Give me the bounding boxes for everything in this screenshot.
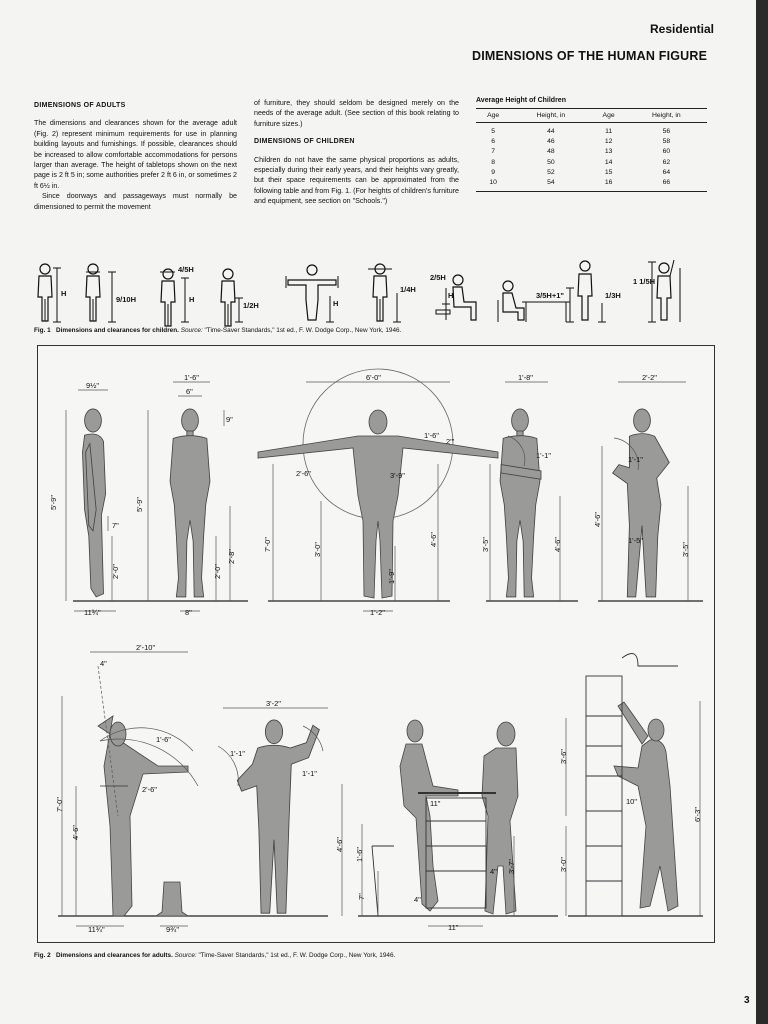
dim-label: 11" <box>430 799 441 808</box>
dim-label: 1'-9" <box>387 569 396 584</box>
height-table <box>476 108 707 192</box>
dim-label: 2'-2" <box>642 373 657 382</box>
adult-dimensions-drawing <box>38 346 714 942</box>
table-header: Height, in <box>510 109 591 123</box>
table-cell: 16 <box>591 178 625 192</box>
section-label: Residential <box>650 22 715 36</box>
fig1-caption-source: "Time-Saver Standards," 1st ed., F. W. Dodge Corp., New York, 1946. <box>204 327 402 334</box>
table-header: Height, in <box>626 109 707 123</box>
dim-label: 9" <box>226 415 233 424</box>
table-cell: 52 <box>547 168 555 176</box>
furniture-paragraph: of furniture, they should seldom be designed merely on the needs of the average adult. (See section of this book relating to furniture sizes.) <box>254 99 459 128</box>
fig1-label: H <box>448 291 454 300</box>
table-cell: 14 <box>604 158 613 166</box>
dim-label: 4'-6" <box>553 537 562 552</box>
fig2-caption-label: Fig. 2 <box>34 952 51 959</box>
fig1-caption-source-label: Source: <box>180 327 203 334</box>
fig2-caption-source-label: Source: <box>174 952 197 959</box>
table-cell: 54 <box>510 178 591 192</box>
fig1-label: H <box>189 295 195 304</box>
dim-label: 2'-6" <box>142 785 157 794</box>
child-arm-raised-icon <box>648 260 680 322</box>
table-cell: 8 <box>491 158 495 166</box>
table-cell: 64 <box>662 168 671 176</box>
adult-arms-outstretched <box>258 369 498 598</box>
table-cell: 48 <box>547 148 555 156</box>
table-row <box>476 123 707 138</box>
table-header: Age <box>591 109 625 123</box>
fig1-label: 1 1/5H <box>633 277 656 286</box>
dim-label: 4" <box>414 895 421 904</box>
dim-label: 6" <box>186 387 193 396</box>
children-figure-strip <box>30 258 720 328</box>
child-figure-icon <box>373 264 387 321</box>
child-figure-icon <box>86 264 100 321</box>
fig2-caption-source: "Time-Saver Standards," 1st ed., F. W. Dodge Corp., New York, 1946. <box>198 952 396 959</box>
dim-label: 3'-9" <box>390 471 405 480</box>
dim-label: 4'-6" <box>335 837 344 852</box>
dim-label: 7" <box>112 521 119 530</box>
dim-label: 1'-6" <box>355 847 364 862</box>
dim-label: 5'-9" <box>49 495 58 510</box>
page-number: 3 <box>744 995 750 1006</box>
fig1-label: 2/5H <box>430 273 446 282</box>
adult-hand-on-head <box>237 720 319 913</box>
fig1-label: 3/5H+1" <box>536 291 564 300</box>
dim-label: 4'-6" <box>593 512 602 527</box>
table-row <box>476 168 707 178</box>
dim-label: 7" <box>357 893 366 900</box>
table-row <box>476 147 707 157</box>
adults-text-column <box>34 101 237 212</box>
table-cell: 60 <box>662 148 671 156</box>
table-cell: 6 <box>491 138 495 146</box>
table-cell: 13 <box>604 148 613 156</box>
dim-label: 1'-6" <box>184 373 199 382</box>
dim-label: 4" <box>490 867 497 876</box>
page-title: DIMENSIONS OF THE HUMAN FIGURE <box>472 49 708 63</box>
children-height-table <box>476 97 707 192</box>
fig1-caption-label: Fig. 1 <box>34 327 51 334</box>
adult-side-view <box>83 409 106 597</box>
dim-label: 1'-1" <box>628 455 643 464</box>
dim-label: 2'-8" <box>227 549 236 564</box>
adult-at-shelves <box>614 702 678 911</box>
table-cell: 12 <box>604 138 613 146</box>
dim-label: 3'-2" <box>266 699 281 708</box>
dim-label: 2'-0" <box>111 564 120 579</box>
dim-label: 1'-5" <box>628 536 643 545</box>
table-row <box>476 137 707 147</box>
table-header-row <box>476 109 707 123</box>
dim-label: 3'-6" <box>559 749 568 764</box>
table-cell: 10 <box>476 178 510 192</box>
adult-feet-view <box>156 882 188 916</box>
child-figure-icon <box>38 264 52 321</box>
dim-label: 4'-6" <box>71 825 80 840</box>
dim-label: 2'" <box>446 437 455 446</box>
dim-label: 2'-10" <box>136 643 156 652</box>
dim-label: 8" <box>185 608 192 617</box>
dim-label: 3'-7" <box>507 859 516 874</box>
dim-label: 4'-6" <box>429 532 438 547</box>
doorways-paragraph: Since doorways and passageways must normally be dimensioned to permit the movement <box>34 192 237 211</box>
fig1-caption <box>34 327 401 334</box>
fig1-label: 1/4H <box>400 285 416 294</box>
dim-label: 5'-9" <box>135 497 144 512</box>
table-cell: 11 <box>605 128 613 135</box>
children-heading: DIMENSIONS OF CHILDREN <box>254 138 355 146</box>
fig2-caption <box>34 952 395 959</box>
fig2-caption-title: Dimensions and clearances for adults. <box>56 952 173 959</box>
dim-label: 3'-0" <box>313 542 322 557</box>
fig1-label: 4/5H <box>178 265 194 274</box>
children-paragraph: Children do not have the same physical proportions as adults, especially during their early years, and their heights vary greatly, but their space requirements can be approximated from the following table and from Fig. 1. (For heights of children's furniture and equipment, see section on "Schools.") <box>254 155 459 206</box>
table-row <box>476 178 707 192</box>
table-cell: 56 <box>662 128 671 135</box>
dim-label: 1'-1" <box>302 769 317 778</box>
dim-label: 1'-1" <box>536 451 551 460</box>
dim-label: 1'-6" <box>424 431 439 440</box>
adult-hand-on-hip <box>613 409 670 597</box>
table-cell: 50 <box>547 158 555 166</box>
table-cell: 9 <box>491 168 495 176</box>
table-header: Age <box>476 109 510 123</box>
adult-front-view <box>170 409 210 597</box>
fig1-label: H <box>61 289 67 298</box>
table-row <box>476 158 707 168</box>
child-at-table-icon <box>498 281 570 322</box>
table-cell: 58 <box>662 138 671 146</box>
fig1-label: 1/2H <box>243 301 259 310</box>
table-cell: 5 <box>491 128 495 135</box>
dim-label: 1'-2" <box>370 608 385 617</box>
dim-label: 9½" <box>86 381 100 390</box>
dim-label: 3'-5" <box>481 537 490 552</box>
dim-label: 2'-6" <box>296 469 311 478</box>
adults-paragraph: The dimensions and clearances shown for the average adult (Fig. 2) represent minimum requirements for use in planning building layouts and furnishings. If possible, clearances should be increased to allow comfortable accommodations for persons larger than average. The height of tabletops shown on the next page is 2 ft 5 in; some authorities prefer 2 ft 6 in, or sometimes 2 ft 6½ in. <box>34 119 237 190</box>
fig1-label: 1/3H <box>605 291 621 300</box>
fig1-caption-title: Dimensions and clearances for children. <box>56 327 179 334</box>
child-arms-out-icon <box>286 265 338 322</box>
dim-label: 3'-5" <box>681 542 690 557</box>
dim-label: 6'-3" <box>693 807 702 822</box>
table-cell: 44 <box>547 128 555 135</box>
adults-heading: DIMENSIONS OF ADULTS <box>34 102 126 109</box>
dim-label: 1'-1" <box>230 749 245 758</box>
adults-seated-at-counter <box>400 720 518 914</box>
dim-label: 11" <box>448 923 459 932</box>
dim-label: 9¾" <box>166 925 180 934</box>
dim-label: 10" <box>626 797 638 806</box>
table-cell: 7 <box>491 148 495 156</box>
child-reaching-icon <box>566 261 606 322</box>
table-title: Average Height of Children <box>476 97 566 104</box>
children-text-column <box>254 98 459 207</box>
dim-label: 1'-6" <box>156 735 171 744</box>
child-figure-icon <box>161 269 175 326</box>
dim-label: 2'-0" <box>213 564 222 579</box>
dim-label: 7'-0" <box>55 797 64 812</box>
adult-arms-crossed <box>500 409 541 597</box>
table-cell: 46 <box>547 138 555 146</box>
table-cell: 66 <box>626 178 707 192</box>
table-cell: 15 <box>604 168 613 176</box>
fig1-label: 9/10H <box>116 295 137 304</box>
dim-label: 6'-0" <box>366 373 381 382</box>
table-cell: 62 <box>662 158 671 166</box>
dim-label: 11¾" <box>84 608 101 617</box>
dim-label: 1'-8" <box>518 373 533 382</box>
dim-label: 7'-0" <box>263 537 272 552</box>
dim-label: 4" <box>100 659 107 668</box>
dim-label: 11¾" <box>88 925 105 934</box>
dim-label: 3'-0" <box>559 857 568 872</box>
adult-dimensions-figure <box>37 345 715 943</box>
child-figure-icon <box>221 269 235 326</box>
binding-edge <box>756 0 768 1024</box>
fig1-label: H <box>333 299 339 308</box>
